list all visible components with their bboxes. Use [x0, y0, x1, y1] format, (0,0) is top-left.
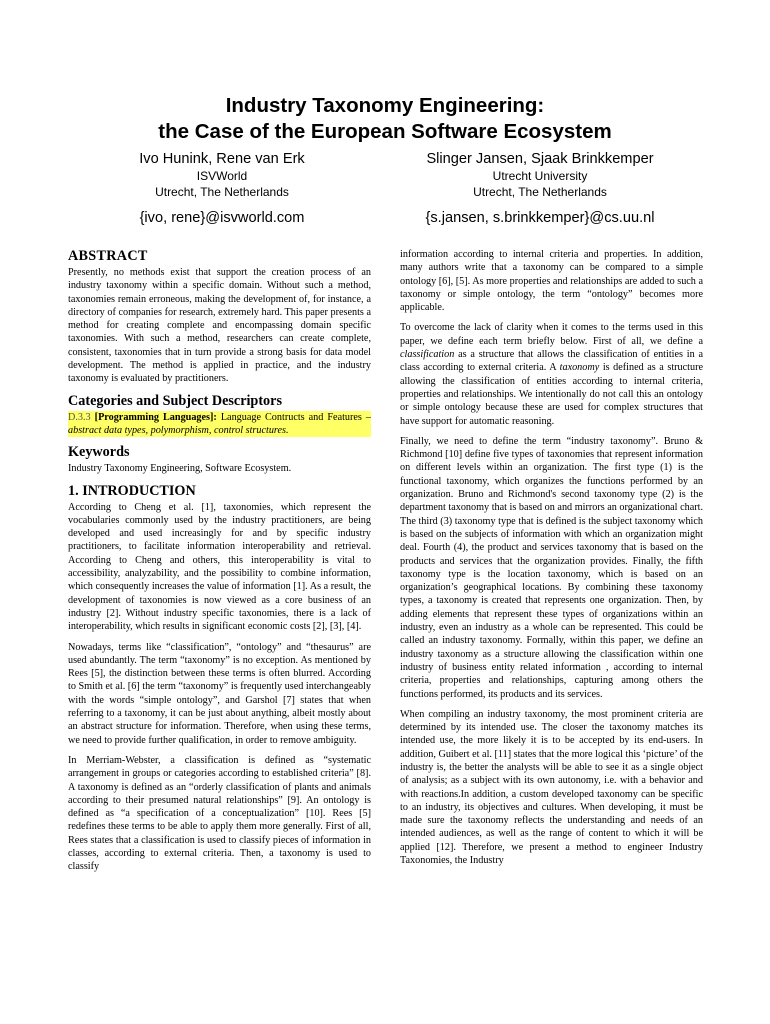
intro-paragraph-1: According to Cheng et al. [1], taxonomies, which represent the vocabularies commonly used by the industry practitioners, are being developed and used increasingly for and by specific industry practitioners, to facilitate information interoperability and retrieval. According to Cheng and others, this interoperability is vital to accessibility, analyzability, and the possibility to combine information, which consequently increases the value of information [1]. As a result, the development of taxonomies is now viewed as a core business of an industry [2]. Without industry specific taxonomies, there is a lack of interoperability, which results in significant economic costs [2], [3], [4].: [68, 501, 371, 633]
author-org: Utrecht University: [492, 169, 588, 183]
abstract-heading: ABSTRACT: [68, 248, 148, 264]
intro-paragraph-3: In Merriam-Webster, a classification is defined as “systematic arrangement in groups or categories according to established criteria” [8]. A taxonomy is defined as an “orderly classification of plants and animals according to their presumed natural relationships” [9]. An ontology is defined as “a specification of a conceptualization” [10]. Rees [5] redefines these terms to be able to apply them more generally. First of all, Rees states that a classification is used to classify pieces of information in classes, according to external criteria. Then, a taxonomy is used to classify: [68, 754, 371, 873]
categories-heading: Categories and Subject Descriptors: [68, 392, 282, 409]
term-classification: classification: [400, 349, 455, 361]
right-paragraph-3: Finally, we need to define the term “industry taxonomy”. Bruno & Richmond [10] define five types of taxonomies that represent information on different levels within an organization. The first type (1) is the functional taxonomy, which organizes the functions performed by an organization. Bruno and Richmond's second taxonomy type (2) is the department taxonomy that is based on and mirrors an organizational chart. The third (3) taxonomy type that is defined is the subject taxonomy which is based on the subjects of information with which an organization might deal. Fourth (4), the product and services taxonomy that is based on the products and services that the organization provides. Finally, the fifth taxonomy type is the location taxonomy, which is based on an organization’s geographical locations. By combining these taxonomy types, a taxonomy is created that represents one organization. Then, by adding elements that represent these types of organizations within an industry, even an industry as a whole can be represented. This could be called an industry taxonomy. Formally, within this paper, we define an industry taxonomy as a structure allowing the classification within one industry of business entity related information , according to internal criteria, properties and relationships, capturing among others the functions performed, its products and its services.: [400, 435, 703, 700]
definition-text-b: as a structure that allows the classification of entities in a class according to external criteria. A: [400, 349, 703, 374]
category-bracket: [Programming Languages]:: [94, 411, 217, 423]
keywords-heading: Keywords: [68, 444, 130, 461]
category-detail: abstract data types, polymorphism, control structures.: [68, 424, 289, 436]
author-org: ISVWorld: [196, 169, 248, 183]
term-taxonomy: taxonomy: [559, 362, 600, 374]
author-location: Utrecht, The Netherlands: [473, 185, 607, 199]
right-paragraph-2: [400, 321, 703, 427]
definition-text-a: To overcome the lack of clarity when it comes to the terms used in this paper, we define each term briefly below. First of all, we define a: [400, 322, 703, 347]
keywords-text: Industry Taxonomy Engineering, Software Ecosystem.: [68, 463, 292, 475]
left-column: [68, 248, 371, 881]
author-block-2: [390, 150, 690, 227]
author-names: Slinger Jansen, Sjaak Brinkkemper: [426, 151, 654, 167]
categories-text: [68, 411, 371, 438]
abstract-text: Presently, no methods exist that support the creation process of an industry taxonomy within a specific domain. Without such a method, taxonomies remain erroneous, making the development of, for instance, a directory of companies for research, extremely hard. This paper presents a method for creating complete and encompassing domain specific taxonomies. With such a method, researchers can create complete, consistent, taxonomies that in turn provide a strong basis for data model development. The method is applied in practice, and the industry taxonomy is evaluated by practitioners.: [68, 267, 371, 385]
introduction-heading: 1. INTRODUCTION: [68, 482, 196, 499]
right-paragraph-1: information according to internal criteria and properties. In addition, many authors write that a taxonomy can be compared to a simple ontology [6], [5]. As more properties and relationships are added to such a taxonomy or simple ontology, the term “ontology” becomes more applicable.: [400, 249, 703, 314]
category-topic: Language Contructs and Features –: [220, 411, 372, 423]
author-names: Ivo Hunink, Rene van Erk: [139, 151, 305, 167]
author-block-1: [72, 150, 372, 227]
title-line-2: the Case of the European Software Ecosystem: [158, 120, 612, 143]
paper-title: [0, 93, 770, 145]
right-column: [400, 248, 703, 874]
author-email: {ivo, rene}@isvworld.com: [139, 210, 305, 226]
right-paragraph-4: When compiling an industry taxonomy, the most prominent criteria are determined by its intended use. The closer the taxonomy matches its intended use, the more likely it is to be accepted by its end-users. In addition, Guibert et al. [11] states that the more logical this ‘picture’ of the industry is, the better the analysts will be able to see it as a single object of analysis; as a subject with its own autonomy, i.e. with a behavior and with reactions.In addition, a custom developed taxonomy can be specific to an industry, its objectives and cultures. When developing, it must be made sure the taxonomy reflects the understanding and needs of an intended audiences, as well as the range of content to which it will be applied [12]. Therefore, we present a method to engineer Industry Taxonomies, the Industry: [400, 708, 703, 867]
category-code: D.3.3: [68, 411, 91, 423]
title-line-1: Industry Taxonomy Engineering:: [225, 94, 545, 117]
intro-paragraph-2: Nowadays, terms like “classification”, “ontology” and “thesaurus” are used abundantly. The term “taxonomy” is no exception. As mentioned by Rees [5], the distinction between these terms is often blurred. According to Smith et al. [6] the term “taxonomy” is frequently used interchangeably with the words “simple ontology”, and Garshol [7] states that when referring to a taxonomy, it can be just about anything, albeit mostly about an abstract structure for information. Therefore, when using these terms, we need to provide further qualification, in order to remove ambiguity.: [68, 641, 371, 746]
author-email: {s.jansen, s.brinkkemper}@cs.uu.nl: [425, 210, 655, 226]
definition-text-c: is defined as a structure allowing the classification of entities according to internal criteria, properties and relationships. We intentionally do not call this an ontology or simple ontology because these are used for complex structures that have support for automatic reasoning.: [400, 362, 704, 427]
author-location: Utrecht, The Netherlands: [155, 185, 289, 199]
